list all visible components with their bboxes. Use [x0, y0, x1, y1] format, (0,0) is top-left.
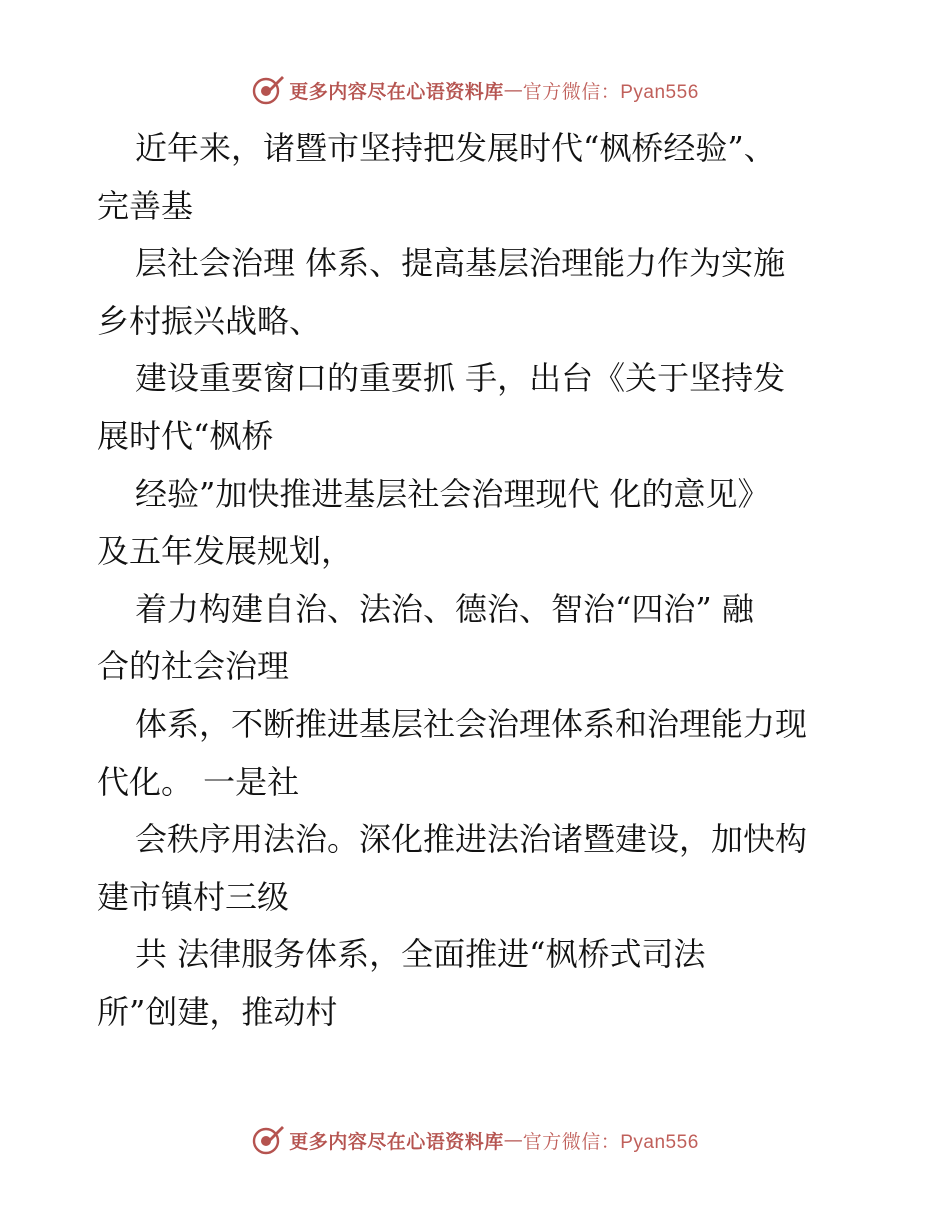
body-line: 所”创建，推动村: [97, 992, 338, 1031]
watermark-contact: 官方微信：Pyan556: [522, 1131, 699, 1153]
pen-logo-icon: [251, 1123, 285, 1157]
body-line: 建设重要窗口的重要抓 手，出台《关于坚持发: [135, 359, 786, 398]
body-line: 体系，不断推进基层社会治理体系和治理能力现: [135, 704, 808, 743]
pen-logo-icon: [251, 73, 285, 107]
document-body: [97, 120, 877, 1042]
body-line: 近年来，诸暨市坚持把发展时代“枫桥经验”、: [135, 129, 776, 167]
body-line: 会秩序用法治。深化推进法治诸暨建设，加快构: [135, 820, 808, 859]
body-line: 合的社会治理: [97, 647, 290, 686]
body-line: 层社会治理 体系、提高基层治理能力作为实施: [135, 244, 786, 283]
body-line: 共 法律服务体系，全面推进“枫桥式司法: [135, 935, 706, 974]
body-line: 完善基: [97, 186, 194, 225]
body-line: 展时代“枫桥: [97, 416, 274, 455]
page-footer-watermark: [0, 1122, 950, 1158]
body-line: 乡村振兴战略、: [97, 301, 322, 340]
watermark-brand: 更多内容尽在心语资料库: [289, 1130, 504, 1153]
watermark-separator: —: [503, 1129, 523, 1151]
body-line: 经验”加快推进基层社会治理现代 化的意见》: [135, 474, 770, 513]
body-line: 代化。 一是社: [97, 762, 300, 801]
body-line: 及五年发展规划，: [97, 532, 354, 571]
watermark-brand: 更多内容尽在心语资料库: [289, 80, 504, 103]
body-line: 着力构建自治、法治、德治、智治“四治” 融: [135, 589, 754, 628]
page-header-watermark: [0, 72, 950, 108]
watermark-separator: —: [503, 79, 523, 101]
body-line: 建市镇村三级: [97, 877, 290, 916]
watermark-contact: 官方微信：Pyan556: [522, 81, 699, 103]
